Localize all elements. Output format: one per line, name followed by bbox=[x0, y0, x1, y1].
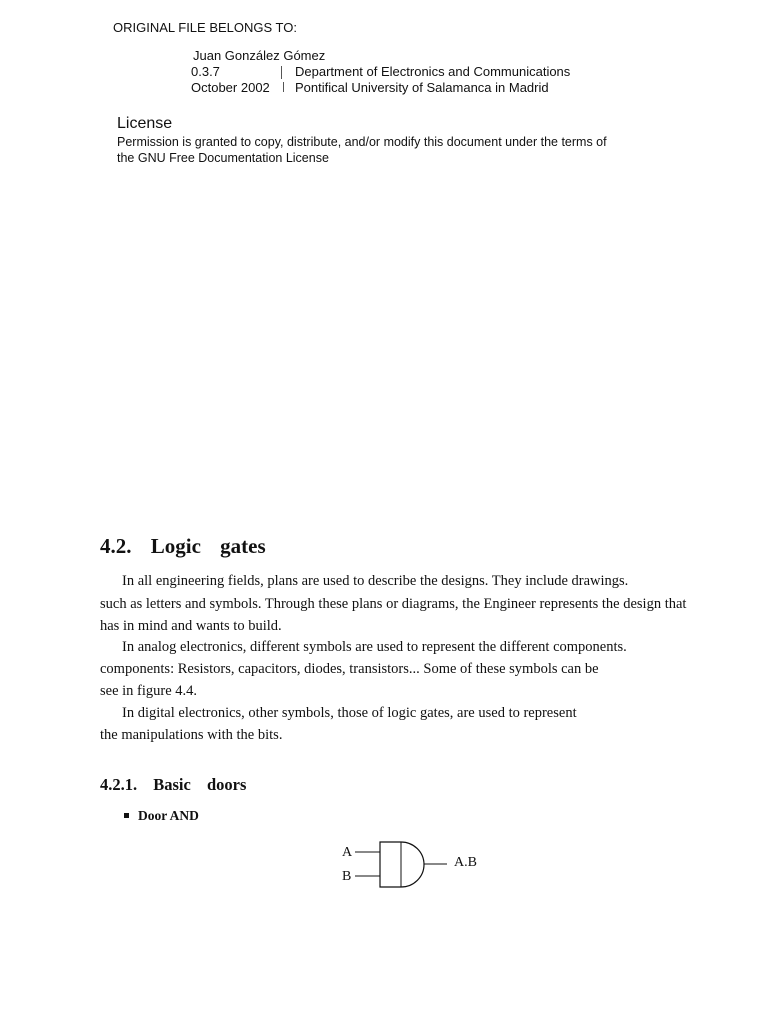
origin-label: ORIGINAL FILE BELONGS TO: bbox=[113, 20, 297, 35]
body-text-line: In all engineering fields, plans are used to describe the designs. They include drawings. bbox=[122, 573, 629, 589]
license-text-line: the GNU Free Documentation License bbox=[117, 151, 329, 165]
version-number: 0.3.7 bbox=[191, 64, 220, 79]
and-gate-body bbox=[380, 842, 424, 887]
subsection-heading: 4.2.1. Basic doors bbox=[100, 775, 247, 794]
body-text-line: the manipulations with the bits. bbox=[100, 727, 283, 743]
license-text-line: Permission is granted to copy, distribute, and/or modify this document under the terms of bbox=[117, 135, 607, 149]
publication-date: October 2002 bbox=[191, 80, 270, 95]
header-separator bbox=[281, 66, 282, 79]
header-separator bbox=[283, 82, 284, 92]
and-gate-diagram bbox=[335, 835, 495, 900]
license-title: License bbox=[117, 115, 173, 132]
input-b-label: B bbox=[342, 869, 352, 884]
body-text-line: components: Resistors, capacitors, diodes, transistors... Some of these symbols can be bbox=[100, 661, 599, 677]
body-text-line: In analog electronics, different symbols are used to represent the different components. bbox=[122, 639, 627, 655]
output-label: A.B bbox=[454, 855, 477, 870]
university-name: Pontifical University of Salamanca in Madrid bbox=[295, 80, 549, 95]
department-name: Department of Electronics and Communications bbox=[295, 64, 571, 79]
body-text-line: In digital electronics, other symbols, those of logic gates, are used to represent bbox=[122, 705, 577, 721]
section-heading: 4.2. Logic gates bbox=[100, 534, 266, 558]
input-a-label: A bbox=[342, 845, 353, 860]
bullet-square-icon bbox=[124, 813, 129, 818]
body-text-line: such as letters and symbols. Through these plans or diagrams, the Engineer represents the design that bbox=[100, 596, 687, 612]
body-text-line: see in figure 4.4. bbox=[100, 683, 198, 699]
bullet-item-label: Door AND bbox=[138, 808, 199, 823]
author-name: Juan González Gómez bbox=[193, 48, 326, 63]
body-text-line: has in mind and wants to build. bbox=[100, 618, 282, 634]
